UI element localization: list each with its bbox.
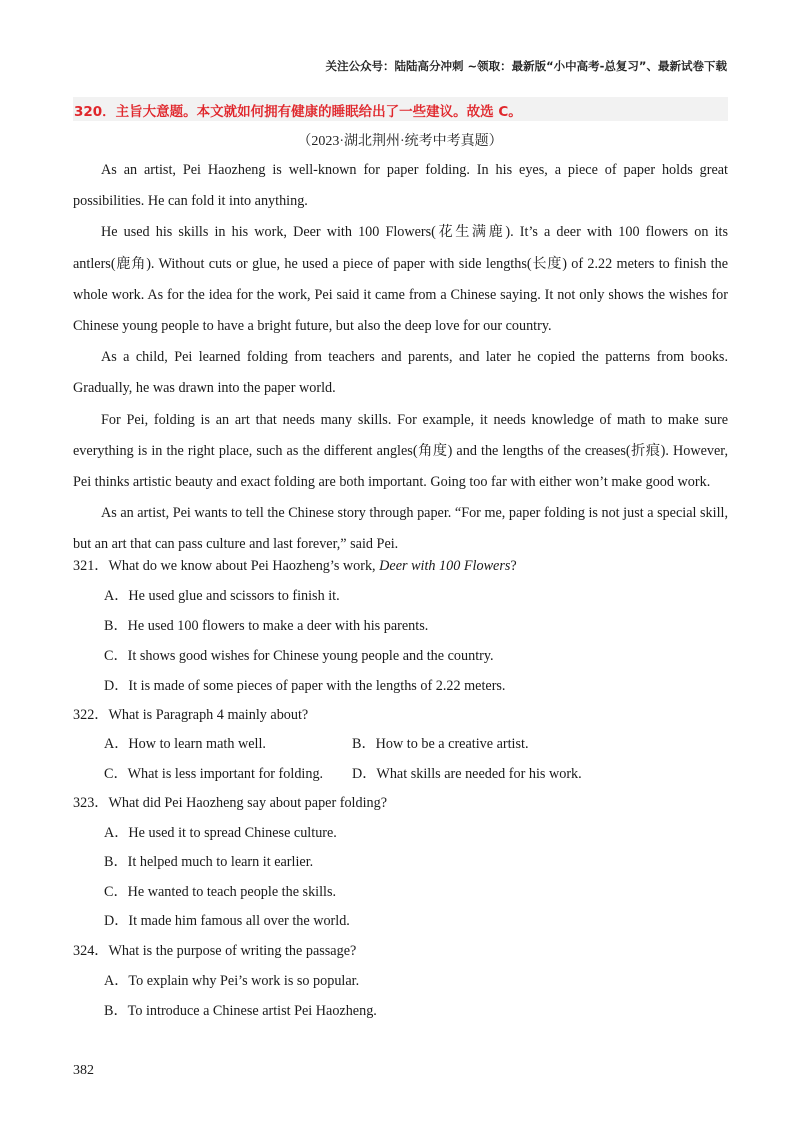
question-324-option-b[interactable]: B．To introduce a Chinese artist Pei Haozheng. [104,1003,377,1019]
question-323-stem: 323．What did Pei Haozheng say about paper folding? [73,795,388,811]
passage-paragraph-4: For Pei, folding is an art that needs many skills. For example, it needs knowledge of math to make sure everything is in the right place, such as the different angles(角度) and the lengths of the creases(折痕). However, Pei thinks artistic beauty and exact folding are both important. Going too far with either won’t make good work. [73,411,728,491]
question-321-stem [73,555,517,575]
source-citation: （2023·湖北荆州·统考中考真题） [297,134,503,149]
question-323-option-b[interactable]: B．It helped much to learn it earlier. [104,854,314,870]
question-324-stem: 324．What is the purpose of writing the passage? [73,943,357,959]
question-323-option-a[interactable]: A．He used it to spread Chinese culture. [104,825,337,841]
question-323-option-d[interactable]: D．It made him famous all over the world. [104,913,350,929]
reading-passage [73,155,728,561]
question-322-stem: 322．What is Paragraph 4 mainly about? [73,707,309,723]
question-322-option-d[interactable]: D．What skills are needed for his work. [352,766,582,782]
answer-explanation: 320．主旨大意题。本文就如何拥有健康的睡眠给出了一些建议。故选 C。 [74,104,522,120]
question-322-option-c[interactable]: C．What is less important for folding. [104,766,324,782]
question-321-stem-suffix: ? [510,558,517,574]
question-321-option-c[interactable]: C．It shows good wishes for Chinese young people and the country. [104,648,494,664]
question-321-option-b[interactable]: B．He used 100 flowers to make a deer with his parents. [104,618,429,634]
question-321-stem-prefix: 321．What do we know about Pei Haozheng’s work, [73,558,380,574]
page-header: 关注公众号：陆陆高分冲刺 ~领取：最新版“小中高考-总复习”、最新试卷下载 [325,59,727,73]
question-321-work-title: Deer with 100 Flowers [379,558,511,574]
passage-paragraph-1: As an artist, Pei Haozheng is well-known for paper folding. In his eyes, a piece of paper holds great possibilities. He can fold it into anything. [73,162,728,210]
passage-paragraph-5: As an artist, Pei wants to tell the Chinese story through paper. “For me, paper folding is not just a special skill, but an art that can pass culture and last forever,” said Pei. [73,505,728,553]
question-322-option-b[interactable]: B．How to be a creative artist. [352,736,529,752]
question-321-option-d[interactable]: D．It is made of some pieces of paper with the lengths of 2.22 meters. [104,678,506,694]
question-321-option-a[interactable]: A．He used glue and scissors to finish it. [104,588,340,604]
question-323-option-c[interactable]: C．He wanted to teach people the skills. [104,884,337,900]
page-number: 382 [73,1063,94,1078]
question-322-option-a[interactable]: A．How to learn math well. [104,736,266,752]
passage-paragraph-3: As a child, Pei learned folding from teachers and parents, and later he copied the patterns from books. Gradually, he was drawn into the paper world. [73,349,728,397]
question-324-option-a[interactable]: A．To explain why Pei’s work is so popular. [104,973,360,989]
passage-paragraph-2: He used his skills in his work, Deer with 100 Flowers(花生满鹿). It’s a deer with 100 flowers on its antlers(鹿角). Without cuts or glue, he used a piece of paper with side lengths(长度) of 2.22 meters to finish the whole work. As for the idea for the work, Pei said it came from a Chinese saying. It not only shows the wishes for Chinese young people to have a bright future, but also the deep love for our country. [73,224,728,335]
